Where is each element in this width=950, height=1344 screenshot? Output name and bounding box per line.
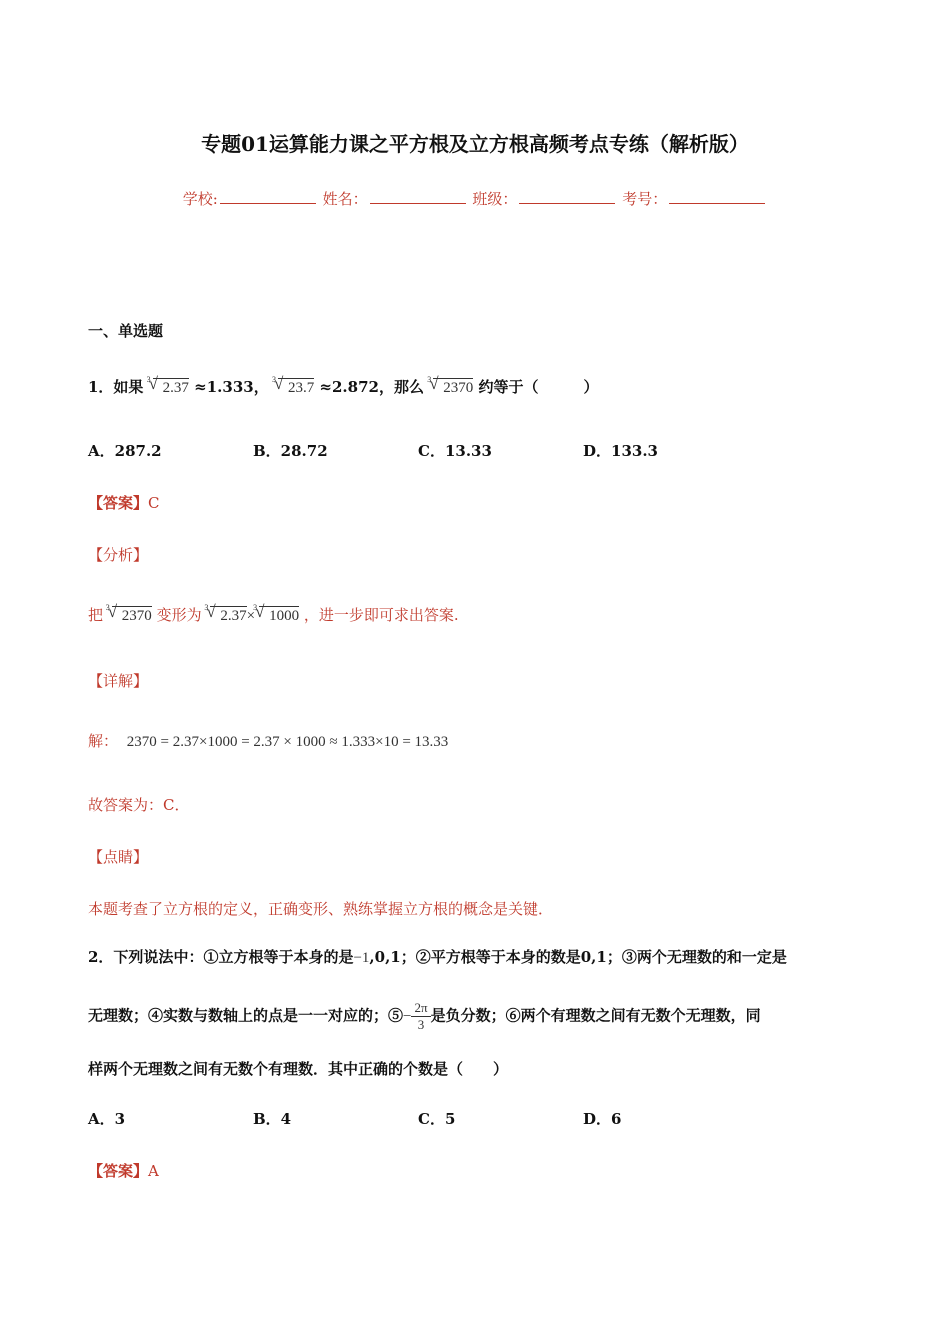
q1-suffix: 约等于（ ）: [478, 378, 599, 396]
school-label: 学校:: [182, 190, 218, 208]
q1-answer: [88, 492, 160, 513]
q1-comment: 本题考查了立方根的定义，正确变形、熟练掌握立方根的概念是关键．: [88, 900, 554, 918]
student-info-line: [0, 188, 950, 209]
q1-option-c: C．13.33: [418, 442, 492, 460]
q1-cuberoot-3: √ 3 2370: [433, 378, 473, 397]
q2-line2-pre: 无理数；④实数与数轴上的点是一一对应的；⑤: [88, 1006, 404, 1025]
q2-option-d: D．6: [583, 1110, 622, 1128]
q1-option-a: A．287.2: [88, 442, 162, 460]
question-1: [88, 376, 598, 397]
page-title: 专题01运算能力课之平方根及立方根高频考点专练（解析版）: [201, 132, 749, 156]
number-label: 考号：: [622, 190, 668, 208]
q2-answer-tag: 【答案】: [88, 1162, 149, 1180]
school-blank: [220, 189, 316, 204]
q2-neg-one: −1: [353, 950, 370, 966]
question-2-line-2: 无理数；④实数与数轴上的点是一一对应的；⑤− $\frac{2\pi}{3}$ 是负分数；⑥两个有理数之间有无数个无理数，同: [88, 1000, 761, 1032]
q1-detail: [88, 730, 448, 751]
analysis-radicand-2: 2.37: [220, 608, 247, 624]
q2-line2-post: 是负分数；⑥两个有理数之间有无数个无理数，同: [430, 1006, 761, 1025]
detail-pre: 解：: [88, 732, 119, 750]
q1-prefix: 1．如果: [88, 378, 144, 396]
q2-frac-num: 2π: [411, 1000, 430, 1017]
analysis-radicand-3: 1000: [269, 608, 300, 624]
q1-option-b: B．28.72: [253, 442, 328, 460]
q2-option-b: B．4: [253, 1110, 292, 1128]
q1-analysis: [88, 604, 459, 625]
analysis-radicand-1: 2370: [121, 608, 152, 624]
analysis-times: ×: [246, 608, 256, 624]
q2-option-a: A．3: [88, 1110, 126, 1128]
analysis-cuberoot-3: √ 3 1000: [259, 606, 299, 625]
q1-answer-tag: 【答案】: [88, 494, 149, 512]
q2-answer: [88, 1160, 159, 1181]
analysis-cuberoot-1: √ 3 2370: [112, 606, 152, 625]
number-blank: [669, 189, 765, 204]
q1-cuberoot-1: √ 3 2.37: [153, 378, 189, 397]
q1-radicand-1: 2.37: [162, 380, 189, 396]
analysis-post: ，进一步即可求出答案.: [303, 606, 459, 624]
q1-analysis-tag: 【分析】: [88, 546, 149, 564]
q1-detail-tag: 【详解】: [88, 672, 149, 690]
question-2-line-3: 样两个无理数之间有无数个有理数．其中正确的个数是（ ）: [88, 1060, 509, 1078]
q1-radicand-3: 2370: [443, 380, 474, 396]
analysis-mid: 变形为: [156, 606, 202, 624]
section-heading: 一、单选题: [88, 322, 164, 340]
name-blank: [370, 189, 466, 204]
analysis-cuberoot-2: √ 3 2.37: [210, 606, 246, 625]
class-label: 班级：: [472, 190, 518, 208]
q1-conclusion: 故答案为：C．: [88, 796, 190, 814]
q2-frac-den: 3: [417, 1017, 425, 1032]
q2-option-c: C．5: [418, 1110, 456, 1128]
q1-radicand-2: 23.7: [287, 380, 315, 396]
q2-line1-pre: 2．下列说法中：①立方根等于本身的是: [88, 948, 354, 966]
question-2-line-1: [88, 946, 787, 967]
q1-comment-tag: 【点睛】: [88, 848, 149, 866]
analysis-pre: 把: [88, 606, 104, 624]
q1-approx-1: ≈1.333，: [194, 378, 269, 396]
q1-option-d: D．133.3: [583, 442, 658, 460]
class-blank: [519, 189, 615, 204]
q1-answer-value: C: [148, 494, 160, 512]
q2-fraction: [411, 1000, 430, 1033]
q2-line1-post: ,0,1；②平方根等于本身的数是0,1；③两个无理数的和一定是: [369, 948, 787, 966]
q1-cuberoot-2: √ 3 23.7: [278, 378, 314, 397]
detail-math: 2370 = 2.37×1000 = 2.37 × 1000 ≈ 1.333×10 = 13.33: [126, 734, 449, 750]
name-label: 姓名：: [322, 190, 368, 208]
q1-approx-2: ≈2.872，那么: [319, 378, 424, 396]
q2-answer-value: A: [148, 1162, 159, 1180]
